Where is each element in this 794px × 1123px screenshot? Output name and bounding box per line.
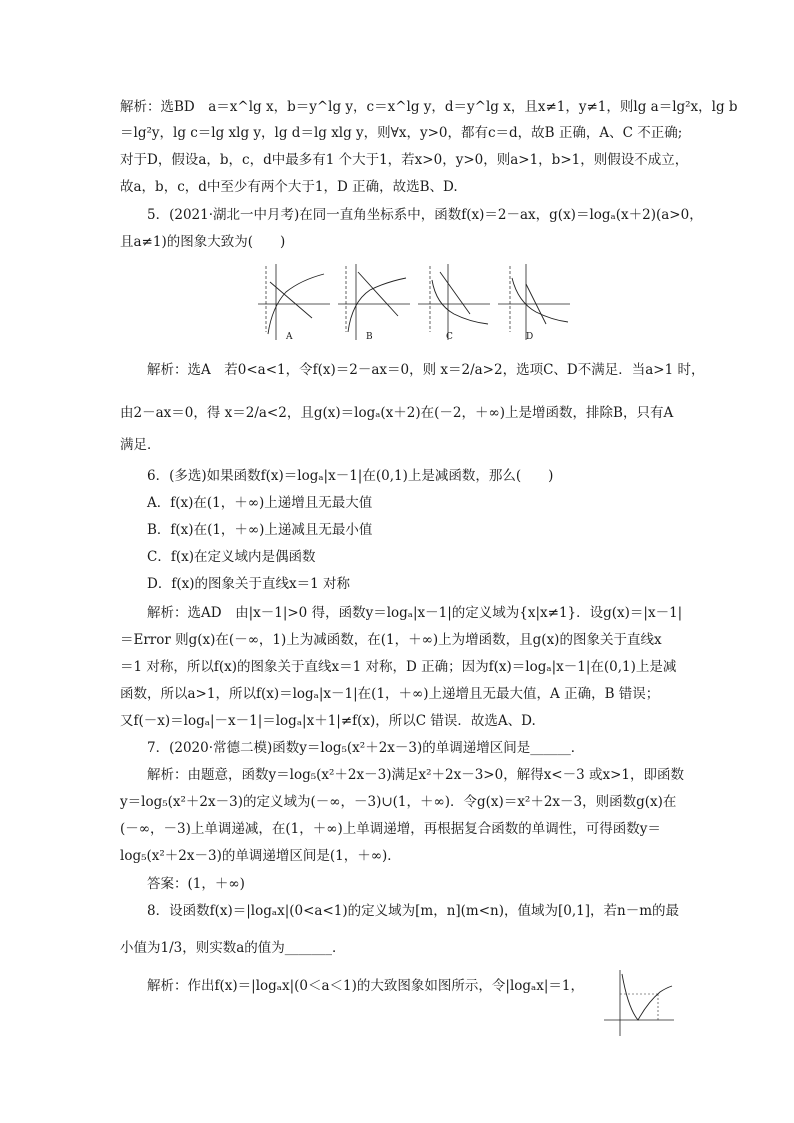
text-line: 5．(2021·湖北一中月考)在同一直角坐标系中，函数f(x)＝2－ax，g(x)＝logₐ(x＋2)(a>0， xyxy=(147,207,703,223)
text-line: 8．设函数f(x)＝|logₐx|(0<a<1)的定义域为[m，n](m<n)，值域为[0,1]，若n－m的最 xyxy=(147,903,679,919)
text-line: A．f(x)在(1，＋∞)上递增且无最大值 xyxy=(147,495,373,511)
text-line: 函数，所以a>1，所以f(x)＝logₐ|x－1|在(1，＋∞)上递增且无最大值，A 正确，B 错误； xyxy=(120,686,660,702)
text-line: B．f(x)在(1，＋∞)上递减且无最小值 xyxy=(147,522,373,538)
graph-choice-d xyxy=(496,262,572,342)
choice-label: C xyxy=(446,332,453,342)
text-line: 解析：选A 若0<a<1，令f(x)＝2－ax＝0，则 x＝2/a>2，选项C、D不满足．当a>1 时， xyxy=(147,362,705,378)
text-line: D．f(x)的图象关于直线x＝1 对称 xyxy=(147,576,350,592)
text-line: 由2－ax＝0，得 x＝2/a<2，且g(x)＝logₐ(x＋2)在(－2，＋∞)上是增函数，排除B，只有A xyxy=(120,405,674,421)
text-line: 故a，b，c，d中至少有两个大于1，D 正确，故选B、D. xyxy=(120,179,458,195)
text-line: ＝1 对称，所以f(x)的图象关于直线x＝1 对称，D 正确；因为f(x)＝logₐ|x－1|在(0,1)上是减 xyxy=(120,659,677,675)
text-line: ＝lg²y，lg c＝lg xlg y，lg d＝lg xlg y，则∀x，y>0，都有c＝d，故B 正确，A、C 不正确; xyxy=(120,125,683,141)
text-line: ＝Error 则g(x)在(－∞，1)上为减函数，在(1，＋∞)上为增函数，且g(x)的图象关于直线x xyxy=(120,632,662,648)
choice-label: D xyxy=(526,332,534,342)
text-line: 解析：作出f(x)＝|logₐx|(0＜a＜1)的大致图象如图所示，令|logₐx|＝1， xyxy=(147,978,585,994)
text-line: y＝log₅(x²＋2x－3)的定义域为(－∞，－3)∪(1，＋∞)．令g(x)＝x²＋2x－3，则函数g(x)在 xyxy=(120,794,677,810)
graph-choice-b xyxy=(336,262,412,342)
text-line: 解析：由题意，函数y＝log₅(x²＋2x－3)满足x²＋2x－3>0，解得x<－3 或x>1，即函数 xyxy=(147,767,685,783)
text-line: 6．(多选)如果函数f(x)＝logₐ|x－1|在(0,1)上是减函数，那么( ) xyxy=(147,468,554,484)
text-line: 7．(2020·常德二模)函数y＝log₅(x²＋2x－3)的单调递增区间是______． xyxy=(147,740,585,756)
text-line: 满足． xyxy=(120,437,161,453)
choice-label: A xyxy=(286,332,293,342)
text-line: C．f(x)在定义域内是偶函数 xyxy=(147,549,316,565)
graph-choice-a xyxy=(256,262,332,342)
choice-label: B xyxy=(366,332,373,342)
text-line: 且a≠1)的图象大致为( ) xyxy=(120,234,286,250)
text-line: 小值为1/3，则实数a的值为_______． xyxy=(120,940,346,956)
text-line: 解析：选BD a＝x^lg x，b＝y^lg y，c＝x^lg y，d＝y^lg x，且x≠1，y≠1，则lg a＝lg²x，lg b xyxy=(120,99,738,115)
text-line: 又f(－x)＝logₐ|－x－1|＝logₐ|x＋1|≠f(x)，所以C 错误．故选A、D. xyxy=(120,713,536,729)
text-line: 解析：选AD 由|x－1|>0 得，函数y＝logₐ|x－1|的定义域为{x|x≠1}．设g(x)＝|x－1| xyxy=(147,605,683,621)
text-line: log₅(x²＋2x－3)的单调递增区间是(1，＋∞)． xyxy=(120,848,401,864)
answer-line: 答案：(1，＋∞) xyxy=(147,876,245,892)
graph-choice-c xyxy=(416,262,492,342)
graph-abs-log xyxy=(600,968,676,1040)
text-line: 对于D，假设a，b，c，d中最多有1 个大于1，若x>0，y>0，则a>1，b>1，则假设不成立， xyxy=(120,152,689,168)
text-line: (－∞，－3)上单调递减，在(1，＋∞)上单调递增，再根据复合函数的单调性，可得函数y＝ xyxy=(120,821,661,837)
